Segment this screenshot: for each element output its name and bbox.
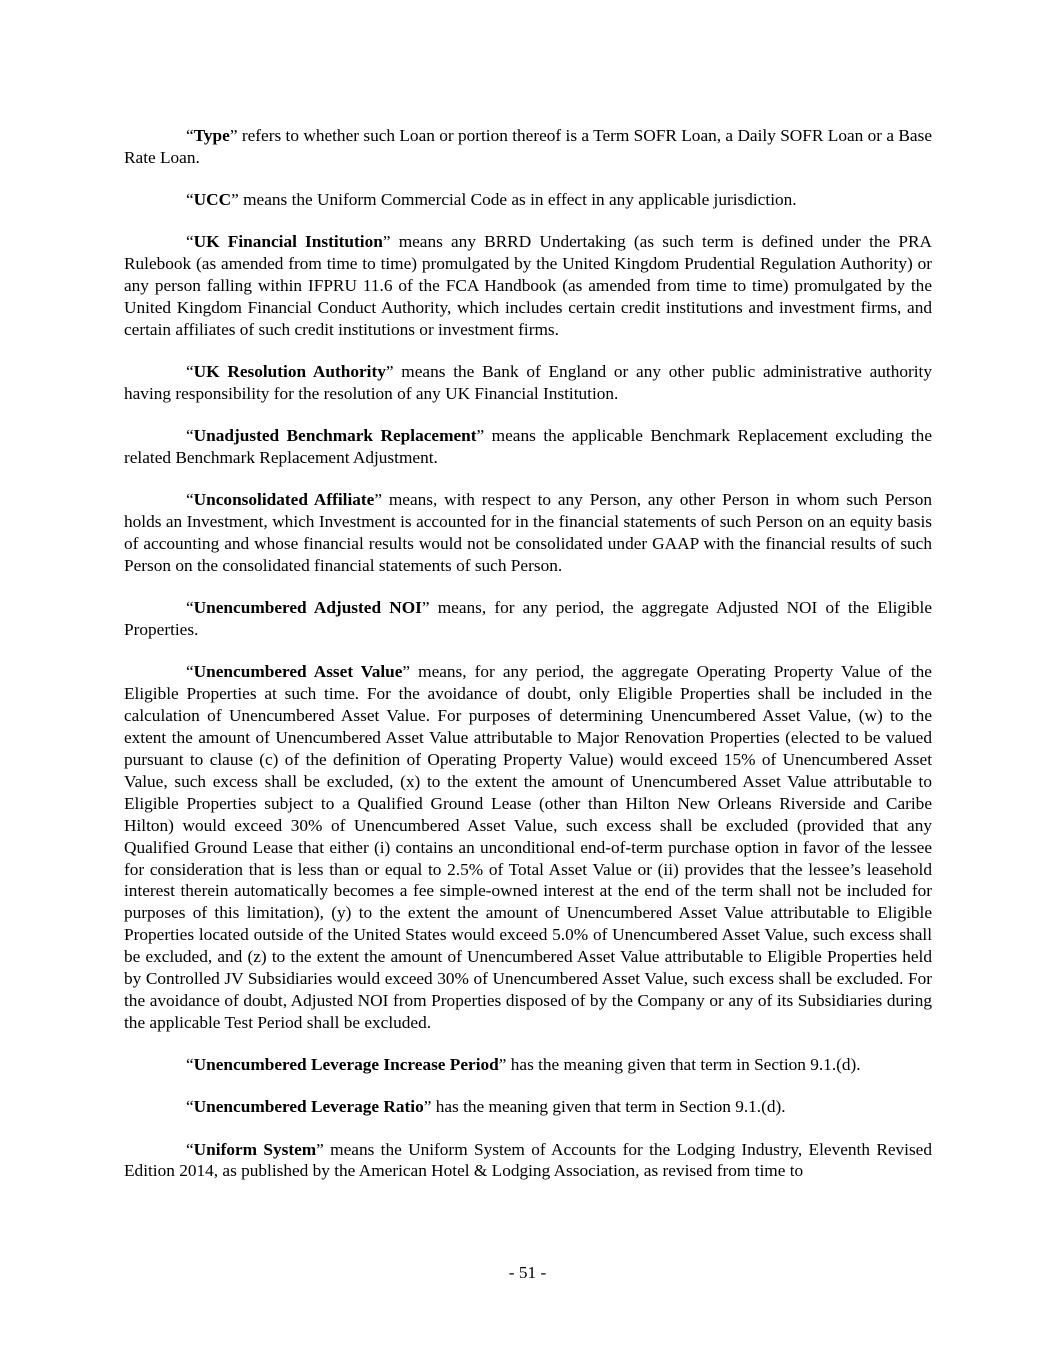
defined-term: Unconsolidated Affiliate <box>193 490 375 510</box>
defined-term: Unencumbered Adjusted NOI <box>193 598 422 618</box>
definition-text: means, for any period, the aggregate Operating Property Value of the Eligible Properties at such time. For the avoidance of doubt, only Eligible Properties shall be included in the calculation of Unencumbered Asset Value. For purposes of determining Unencumbered Asset Value, (w) to the extent the amount of Unencumbered Asset Value attributable to Major Renovation Properties (elected to be valued pursuant to clause (c) of the definition of Operating Property Value) would exceed 15% of Unencumbered Asset Value, such excess shall be excluded, (x) to the extent the amount of Unencumbered Asset Value attributable to Eligible Properties subject to a Qualified Ground Lease (other than Hilton New Orleans Riverside and Caribe Hilton) would exceed 30% of Unencumbered Asset Value, such excess shall be excluded (provided that any Qualified Ground Lease that either (i) contains an unconditional end-of-term purchase option in favor of the lessee for consideration that is less than or equal to 2.5% of Total Asset Value or (ii) provides that the lessee’s leasehold interest therein automatically becomes a fee simple-owned interest at the end of the term shall not be included for purposes of this limitation), (y) to the extent the amount of Unencumbered Asset Value attributable to Eligible Properties located outside of the United States would exceed 5.0% of Unencumbered Asset Value, such excess shall be excluded, and (z) to the extent the amount of Unencumbered Asset Value attributable to Eligible Properties held by Controlled JV Subsidiaries would exceed 30% of Unencumbered Asset Value, such excess shall be excluded. For the avoidance of doubt, Adjusted NOI from Properties disposed of by the Company or any of its Subsidiaries during the applicable Test Period shall be excluded. <box>124 662 932 1032</box>
definition-text: means the applicable Benchmark Replacement excluding the related Benchmark Replacement Adjustment. <box>124 426 932 468</box>
defined-term: UCC <box>193 190 232 210</box>
page-number: - 51 - <box>508 1263 547 1282</box>
definition-unadjusted-benchmark-replacement: “Unadjusted Benchmark Replacement” means the applicable Benchmark Replacement excluding the related Benchmark Replacement Adjustment. <box>124 426 932 468</box>
definition-unconsolidated-affiliate: “Unconsolidated Affiliate” means, with respect to any Person, any other Person in whom such Person holds an Investment, which Investment is accounted for in the financial statements of such Person on an equity basis of accounting and whose financial results would not be consolidated under GAAP with the financial results of such Person on the consolidated financial statements of such Person. <box>124 490 932 576</box>
defined-term: UK Financial Institution <box>193 232 383 252</box>
defined-term: Uniform System <box>193 1139 317 1159</box>
document-page <box>124 125 932 1203</box>
definition-text: refers to whether such Loan or portion thereof is a Term SOFR Loan, a Daily SOFR Loan or a Base Rate Loan. <box>124 126 932 167</box>
definition-uk-resolution-authority: “UK Resolution Authority” means the Bank of England or any other public administrative authority having responsibility for the resolution of any UK Financial Institution. <box>124 362 932 404</box>
definition-ucc: “UCC” means the Uniform Commercial Code as in effect in any applicable jurisdiction. <box>186 190 797 210</box>
definition-unencumbered-leverage-ratio: “Unencumbered Leverage Ratio” has the meaning given that term in Section 9.1.(d). <box>186 1097 786 1117</box>
defined-term: Unadjusted Benchmark Replacement <box>193 426 477 446</box>
defined-term: Unencumbered Leverage Ratio <box>193 1097 424 1117</box>
definition-uniform-system: “Uniform System” means the Uniform System of Accounts for the Lodging Industry, Eleventh Revised Edition 2014, as published by the American Hotel & Lodging Association, as revised from time to <box>124 1139 932 1181</box>
definition-text: means, with respect to any Person, any other Person in whom such Person holds an Investment, which Investment is accounted for in the financial statements of such Person on an equity basis of accounting and whose financial results would not be consolidated under GAAP with the financial results of such Person on the consolidated financial statements of such Person. <box>124 490 932 576</box>
definition-unencumbered-adjusted-noi: “Unencumbered Adjusted NOI” means, for any period, the aggregate Adjusted NOI of the Eligible Properties. <box>124 598 932 640</box>
defined-term: Unencumbered Leverage Increase Period <box>193 1055 499 1075</box>
defined-term: Type <box>193 126 230 145</box>
definition-text: means the Uniform Commercial Code as in effect in any applicable jurisdiction. <box>238 190 797 210</box>
definition-text: means the Bank of England or any other public administrative authority having responsibility for the resolution of any UK Financial Institution. <box>124 362 932 404</box>
defined-term: UK Resolution Authority <box>193 362 386 382</box>
definition-unencumbered-leverage-increase-period: “Unencumbered Leverage Increase Period” has the meaning given that term in Section 9.1.(d). <box>186 1055 861 1075</box>
definition-type: “Type” refers to whether such Loan or portion thereof is a Term SOFR Loan, a Daily SOFR Loan or a Base Rate Loan. <box>124 126 932 167</box>
defined-term: Unencumbered Asset Value <box>193 662 403 682</box>
definition-text: has the meaning given that term in Section 9.1.(d). <box>506 1055 861 1075</box>
definition-text: has the meaning given that term in Section 9.1.(d). <box>431 1097 786 1117</box>
definition-text: means the Uniform System of Accounts for the Lodging Industry, Eleventh Revised Edition 2014, as published by the American Hotel & Lodging Association, as revised from time to <box>124 1139 932 1181</box>
definition-uk-financial-institution: “UK Financial Institution” means any BRRD Undertaking (as such term is defined under the PRA Rulebook (as amended from time to time) promulgated by the United Kingdom Prudential Regulation Authority) or any person falling within IFPRU 11.6 of the FCA Handbook (as amended from time to time) promulgated by the United Kingdom Financial Conduct Authority, which includes certain credit institutions and investment firms, and certain affiliates of such credit institutions or investment firms. <box>124 232 932 339</box>
definition-text: means any BRRD Undertaking (as such term is defined under the PRA Rulebook (as amended from time to time) promulgated by the United Kingdom Prudential Regulation Authority) or any person falling within IFPRU 11.6 of the FCA Handbook (as amended from time to time) promulgated by the United Kingdom Financial Conduct Authority, which includes certain credit institutions and investment firms, and certain affiliates of such credit institutions or investment firms. <box>124 232 932 339</box>
definition-unencumbered-asset-value: “Unencumbered Asset Value” means, for any period, the aggregate Operating Property Value of the Eligible Properties at such time. For the avoidance of doubt, only Eligible Properties shall be included in the calculation of Unencumbered Asset Value. For purposes of determining Unencumbered Asset Value, (w) to the extent the amount of Unencumbered Asset Value attributable to Major Renovation Properties (elected to be valued pursuant to clause (c) of the definition of Operating Property Value) would exceed 15% of Unencumbered Asset Value, such excess shall be excluded, (x) to the extent the amount of Unencumbered Asset Value attributable to Eligible Properties subject to a Qualified Ground Lease (other than Hilton New Orleans Riverside and Caribe Hilton) would exceed 30% of Unencumbered Asset Value, such excess shall be excluded (provided that any Qualified Ground Lease that either (i) contains an unconditional end-of-term purchase option in favor of the lessee for consideration that is less than or equal to 2.5% of Total Asset Value or (ii) provides that the lessee’s leasehold interest therein automatically becomes a fee simple-owned interest at the end of the term shall not be included for purposes of this limitation), (y) to the extent the amount of Unencumbered Asset Value attributable to Eligible Properties located outside of the United States would exceed 5.0% of Unencumbered Asset Value, such excess shall be excluded, and (z) to the extent the amount of Unencumbered Asset Value attributable to Eligible Properties held by Controlled JV Subsidiaries would exceed 30% of Unencumbered Asset Value, such excess shall be excluded. For the avoidance of doubt, Adjusted NOI from Properties disposed of by the Company or any of its Subsidiaries during the applicable Test Period shall be excluded. <box>124 662 932 1032</box>
definition-text: means, for any period, the aggregate Adjusted NOI of the Eligible Properties. <box>124 598 932 640</box>
